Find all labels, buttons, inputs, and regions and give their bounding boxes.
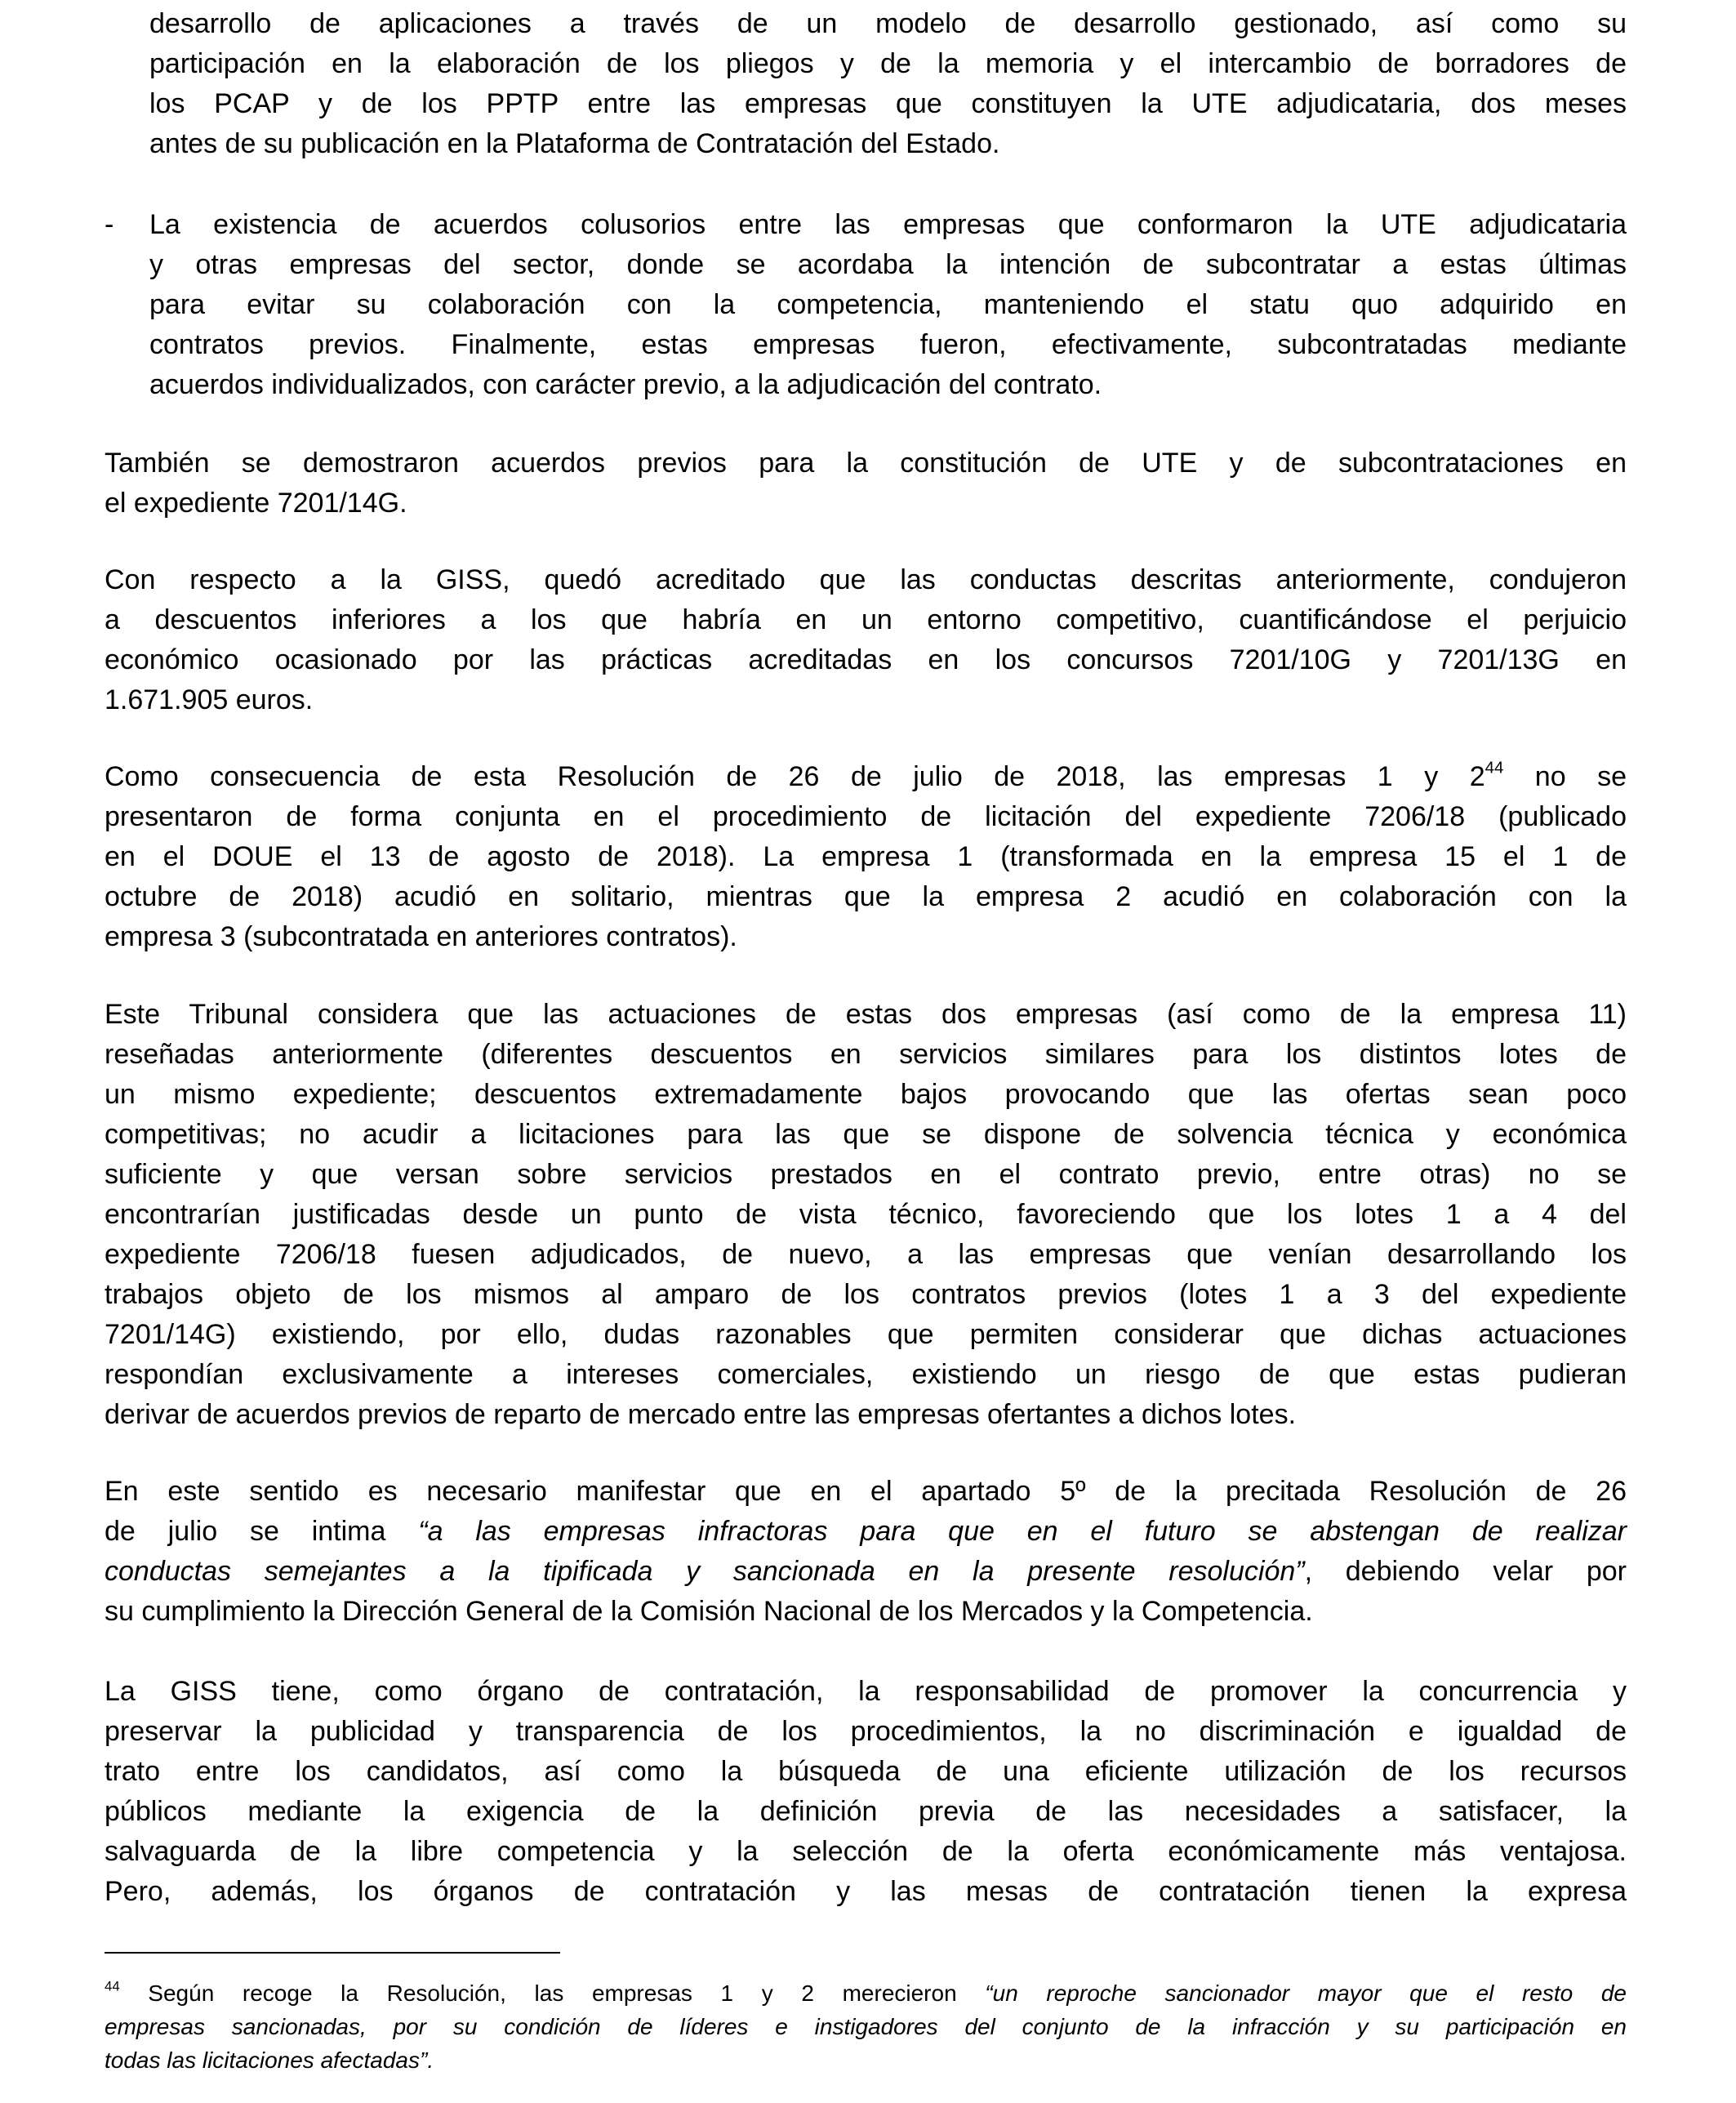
text-run: Según recoge la Resolución, las empresas 1 y 2 merecieron — [119, 1980, 986, 2006]
italic-quote: “un reproche sancionador mayor que el resto de — [985, 1980, 1627, 2006]
text-line: expediente 7206/18 fuesen adjudicados, de nuevo, a las empresas que venían desarrollando los — [105, 1239, 1627, 1270]
text-line: para evitar su colaboración con la competencia, manteniendo el statu quo adquirido en — [149, 289, 1627, 320]
italic-quote: conductas semejantes a la tipificada y sancionada en la presente resolución” — [105, 1556, 1305, 1587]
text-line: contratos previos. Finalmente, estas empresas fueron, efectivamente, subcontratadas mediante — [149, 329, 1627, 360]
footnote-reference: 44 — [1485, 759, 1504, 777]
text-run: no se — [1503, 761, 1627, 792]
text-line: empresa 3 (subcontratada en anteriores contratos). — [105, 921, 737, 952]
footnote-reference: 44 — [105, 1978, 120, 1994]
paragraph — [105, 443, 1627, 524]
text-line: acuerdos individualizados, con carácter previo, a la adjudicación del contrato. — [149, 369, 1102, 400]
text-line: participación en la elaboración de los pliegos y de la memoria y el intercambio de borradores de — [149, 48, 1627, 79]
text-line: y otras empresas del sector, donde se acordaba la intención de subcontratar a estas últimas — [149, 249, 1627, 280]
text-line: en el DOUE el 13 de agosto de 2018). La empresa 1 (transformada en la empresa 15 el 1 de — [105, 841, 1627, 872]
paragraph — [105, 1472, 1627, 1632]
paragraph — [105, 757, 1627, 957]
paragraph — [105, 995, 1627, 1435]
footnote-44 — [105, 1976, 1627, 2077]
text-line — [105, 1512, 1627, 1552]
text-line: públicos mediante la exigencia de la definición previa de las necesidades a satisfacer, la — [105, 1796, 1627, 1827]
text-line: suficiente y que versan sobre servicios prestados en el contrato previo, entre otras) no se — [105, 1159, 1627, 1190]
bullet-item — [105, 205, 1627, 405]
text-run: , debiendo velar por — [1304, 1556, 1627, 1587]
text-line — [105, 2010, 1627, 2043]
text-line: Este Tribunal considera que las actuaciones de estas dos empresas (así como de la empresa 11) — [105, 999, 1627, 1030]
text-line: derivar de acuerdos previos de reparto de mercado entre las empresas ofertantes a dichos lotes. — [105, 1399, 1297, 1430]
text-line: También se demostraron acuerdos previos para la constitución de UTE y de subcontrataciones en — [105, 448, 1627, 479]
text-line: octubre de 2018) acudió en solitario, mientras que la empresa 2 acudió en colaboración con la — [105, 881, 1627, 912]
text-line: En este sentido es necesario manifestar que en el apartado 5º de la precitada Resolución de 26 — [105, 1476, 1627, 1507]
text-line: antes de su publicación en la Plataforma de Contratación del Estado. — [149, 128, 1000, 159]
text-line: reseñadas anteriormente (diferentes descuentos en servicios similares para los distintos lotes de — [105, 1039, 1627, 1070]
text-line: su cumplimiento la Dirección General de la Comisión Nacional de los Mercados y la Competencia. — [105, 1596, 1313, 1627]
text-line: competitivas; no acudir a licitaciones para las que se dispone de solvencia técnica y económica — [105, 1119, 1627, 1150]
text-line: Con respecto a la GISS, quedó acreditado que las conductas descritas anteriormente, condujeron — [105, 564, 1627, 595]
text-line: desarrollo de aplicaciones a través de un modelo de desarrollo gestionado, así como su — [149, 8, 1627, 39]
italic-quote: todas las licitaciones afectadas”. — [105, 2047, 434, 2073]
text-line: 7201/14G) existiendo, por ello, dudas razonables que permiten considerar que dichas actuaciones — [105, 1319, 1627, 1350]
italic-quote: “a las empresas infractoras para que en el futuro se abstengan de realizar — [418, 1516, 1627, 1547]
text-line: un mismo expediente; descuentos extremadamente bajos provocando que las ofertas sean poco — [105, 1079, 1627, 1110]
text-line: el expediente 7201/14G. — [105, 488, 407, 519]
text-line: respondían exclusivamente a intereses comerciales, existiendo un riesgo de que estas pudieran — [105, 1359, 1627, 1390]
text-run: Como consecuencia de esta Resolución de 26 de julio de 2018, las empresas 1 y 2 — [105, 761, 1485, 792]
text-line: trato entre los candidatos, así como la búsqueda de una eficiente utilización de los recursos — [105, 1756, 1627, 1787]
text-line — [105, 757, 1627, 797]
text-line: Pero, además, los órganos de contratación y las mesas de contratación tienen la expresa — [105, 1876, 1627, 1907]
text-line: a descuentos inferiores a los que habría en un entorno competitivo, cuantificándose el perjuicio — [105, 604, 1627, 635]
paragraph — [149, 4, 1627, 164]
text-run: de julio se intima — [105, 1516, 419, 1547]
footnote-divider — [105, 1952, 560, 1954]
italic-quote: empresas sancionadas, por su condición de líderes e instigadores del conjunto de la infracción y su participación en — [105, 2014, 1627, 2039]
text-line: 1.671.905 euros. — [105, 684, 314, 715]
text-line — [105, 1552, 1627, 1592]
paragraph — [105, 560, 1627, 720]
text-line: los PCAP y de los PPTP entre las empresas que constituyen la UTE adjudicataria, dos meses — [149, 88, 1627, 119]
text-line: económico ocasionado por las prácticas acreditadas en los concursos 7201/10G y 7201/13G en — [105, 644, 1627, 675]
text-line — [105, 1976, 1627, 2010]
paragraph — [105, 1672, 1627, 1912]
bullet-dash: - — [105, 209, 114, 240]
text-line: presentaron de forma conjunta en el procedimiento de licitación del expediente 7206/18 (publicado — [105, 801, 1627, 832]
text-line: La GISS tiene, como órgano de contratación, la responsabilidad de promover la concurrencia y — [105, 1676, 1627, 1707]
text-line: trabajos objeto de los mismos al amparo de los contratos previos (lotes 1 a 3 del expediente — [105, 1279, 1627, 1310]
text-line: salvaguarda de la libre competencia y la selección de la oferta económicamente más ventajosa. — [105, 1836, 1627, 1867]
text-line: encontrarían justificadas desde un punto de vista técnico, favoreciendo que los lotes 1 a 4 del — [105, 1199, 1627, 1230]
text-line: preservar la publicidad y transparencia de los procedimientos, la no discriminación e igualdad de — [105, 1716, 1627, 1747]
text-line — [105, 2043, 1627, 2077]
text-line: La existencia de acuerdos colusorios entre las empresas que conformaron la UTE adjudicataria — [149, 209, 1627, 240]
